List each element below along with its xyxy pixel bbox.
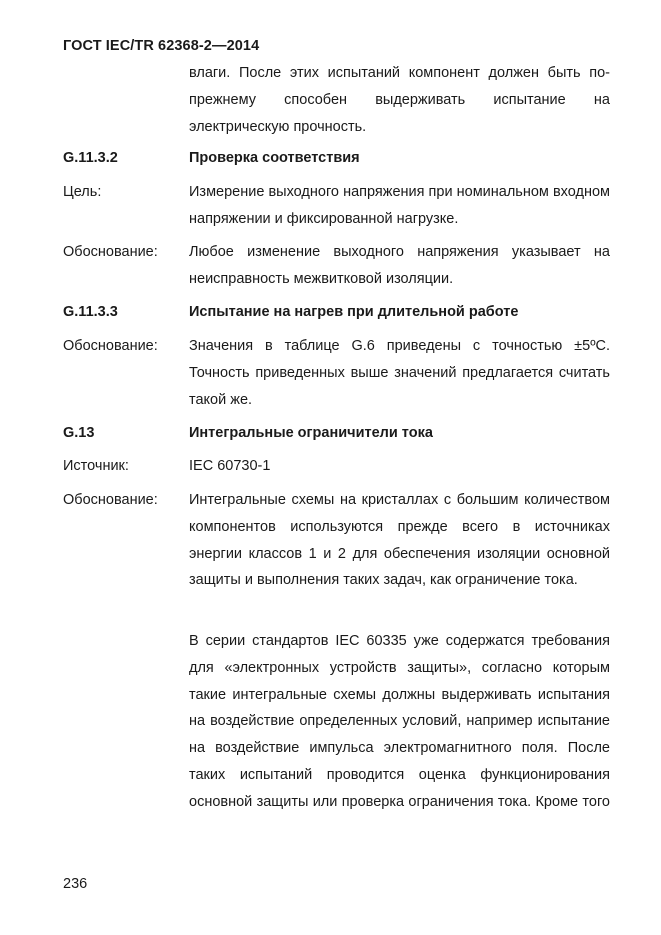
- section-title-g13: Интегральные ограничители тока: [189, 425, 433, 441]
- document-header: ГОСТ IEC/TR 62368-2—2014: [63, 38, 260, 54]
- rationale-text-g1132: Любое изменение выходного напряжения указывает на неисправность межвитковой изоляции.: [189, 244, 610, 287]
- section-title-g1132: Проверка соответствия: [189, 150, 360, 166]
- page-number: 236: [63, 876, 88, 892]
- source-label: Источник:: [63, 458, 129, 474]
- purpose-label: Цель:: [63, 184, 102, 200]
- rationale-text-g1133: Значения в таблице G.6 приведены с точностью ±5ºС. Точность приведенных выше значений предлагается считать такой же.: [189, 338, 610, 408]
- rationale-paragraph-2: В серии стандартов IEC 60335 уже содержатся требования для «электронных устройств защиты», согласно которым такие интегральные схемы должны выдерживать испытания на воздействие определенных условий, например испытание на воздействие импульса электромагнитного поля. После таких испытаний проводится оценка функционирования основной защиты или проверка ограничения тока. Кроме того: [189, 633, 610, 810]
- rationale-label-g1132: Обоснование:: [63, 244, 158, 260]
- section-number-g1132: G.11.3.2: [63, 150, 118, 166]
- section-title-g1133: Испытание на нагрев при длительной работе: [189, 304, 519, 320]
- section-number-g1133: G.11.3.3: [63, 304, 118, 320]
- intro-paragraph: влаги. После этих испытаний компонент должен быть по-прежнему способен выдерживать испытание на электрическую прочность.: [189, 65, 610, 135]
- section-number-g13: G.13: [63, 425, 95, 441]
- rationale-paragraph-1: Интегральные схемы на кристаллах с большим количеством компонентов используются прежде всего в источниках энергии классов 1 и 2 для обеспечения изоляции основной защиты и выполнения таких задач, как ограничение тока.: [189, 492, 610, 589]
- purpose-text: Измерение выходного напряжения при номинальном входном напряжении и фиксированной нагрузке.: [189, 184, 610, 227]
- source-text: IEC 60730-1: [189, 458, 271, 474]
- rationale-label-g13: Обоснование:: [63, 492, 158, 508]
- rationale-label-g1133: Обоснование:: [63, 338, 158, 354]
